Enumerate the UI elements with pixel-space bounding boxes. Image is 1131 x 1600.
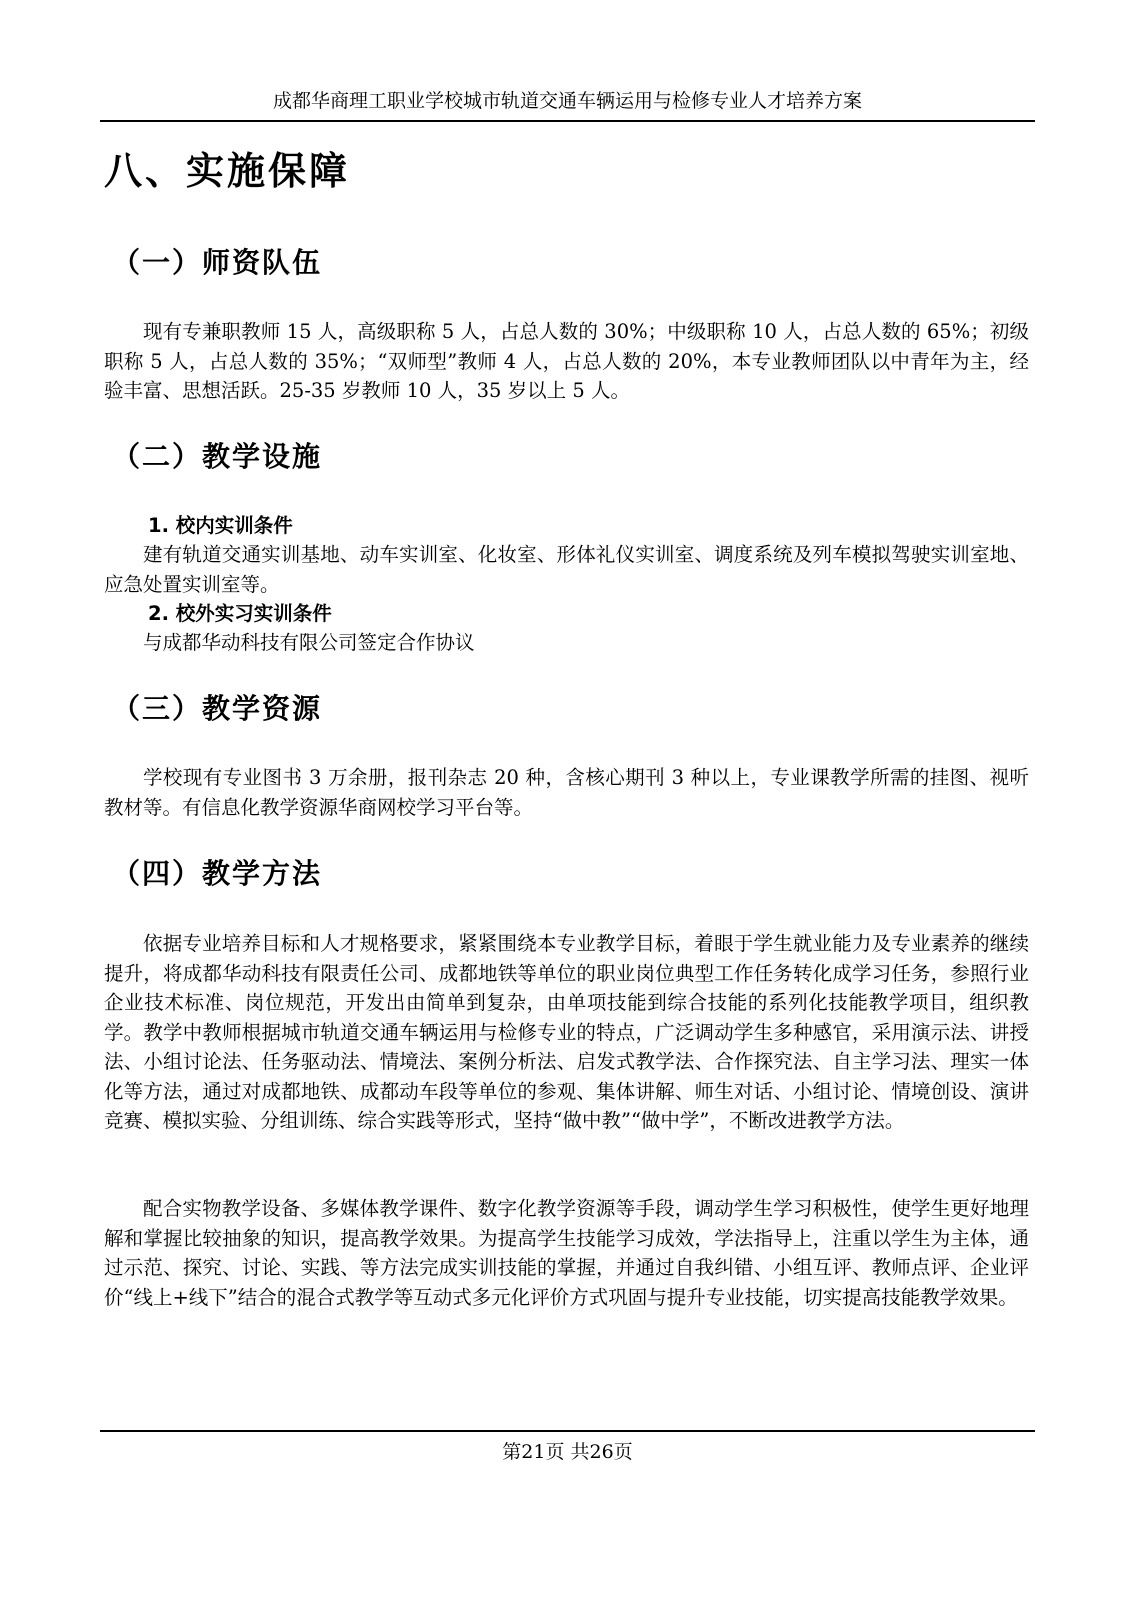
section-heading-methods: （四）教学方法 (112, 857, 323, 890)
section-heading-faculty: （一）师资队伍 (112, 246, 323, 279)
page-number: 第21页 共26页 (502, 1441, 633, 1463)
offsite-training-heading: 2. 校外实习实训条件 (148, 602, 332, 625)
resources-paragraph: 学校现有专业图书 3 万余册，报刊杂志 20 种，含核心期刊 3 种以上，专业课教学所需的挂图、视听教材等。有信息化教学资源华商网校学习平台等。 (104, 766, 1029, 819)
methods-paragraph-2: 配合实物教学设备、多媒体教学课件、数字化教学资源等手段，调动学生学习积极性，使学生更好地理解和掌握比较抽象的知识，提高教学效果。为提高学生技能学习成效，学法指导上，注重以学生为主体，通过示范、探究、讨论、实践、等方法完成实训技能的掌握，并通过自我纠错、小组互评、教师点评、企业评价“线上+线下”结合的混合式教学等互动式多元化评价方式巩固与提升专业技能，切实提高技能教学效果。 (104, 1197, 1029, 1309)
section-heading-resources: （三）教学资源 (112, 692, 323, 725)
onsite-training-heading: 1. 校内实训条件 (148, 514, 293, 537)
onsite-training-text: 建有轨道交通实训基地、动车实训室、化妆室、形体礼仪实训室、调度系统及列车模拟驾驶实训室地、应急处置实训室等。 (104, 543, 1029, 596)
section-heading-facilities: （二）教学设施 (112, 440, 323, 473)
footer-divider (100, 1430, 1035, 1432)
faculty-paragraph: 现有专兼职教师 15 人，高级职称 5 人，占总人数的 30%；中级职称 10 人，占总人数的 65%；初级职称 5 人，占总人数的 35%；“双师型”教师 4 人，占总人数的 20%，本专业教师团队以中青年为主，经验丰富、思想活跃。25-35 岁教师 10 人，35 岁以上 5 人。 (104, 320, 1029, 402)
page-header-title: 成都华商理工职业学校城市轨道交通车辆运用与检修专业人才培养方案 (272, 90, 862, 112)
methods-paragraph-1: 依据专业培养目标和人才规格要求，紧紧围绕本专业教学目标，着眼于学生就业能力及专业素养的继续提升，将成都华动科技有限责任公司、成都地铁等单位的职业岗位典型工作任务转化成学习任务，参照行业企业技术标准、岗位规范，开发出由简单到复杂，由单项技能到综合技能的系列化技能教学项目，组织教学。教学中教师根据城市轨道交通车辆运用与检修专业的特点，广泛调动学生多种感官，采用演示法、讲授法、小组讨论法、任务驱动法、情境法、案例分析法、启发式教学法、合作探究法、自主学习法、理实一体化等方法，通过对成都地铁、成都动车段等单位的参观、集体讲解、师生对话、小组讨论、情境创设、演讲竞赛、模拟实验、分组训练、综合实践等形式，坚持“做中教”“做中学”，不断改进教学方法。 (104, 932, 1029, 1132)
chapter-title: 八、实施保障 (104, 149, 351, 193)
header-divider (100, 120, 1035, 122)
offsite-training-text: 与成都华动科技有限公司签定合作协议 (143, 631, 475, 654)
